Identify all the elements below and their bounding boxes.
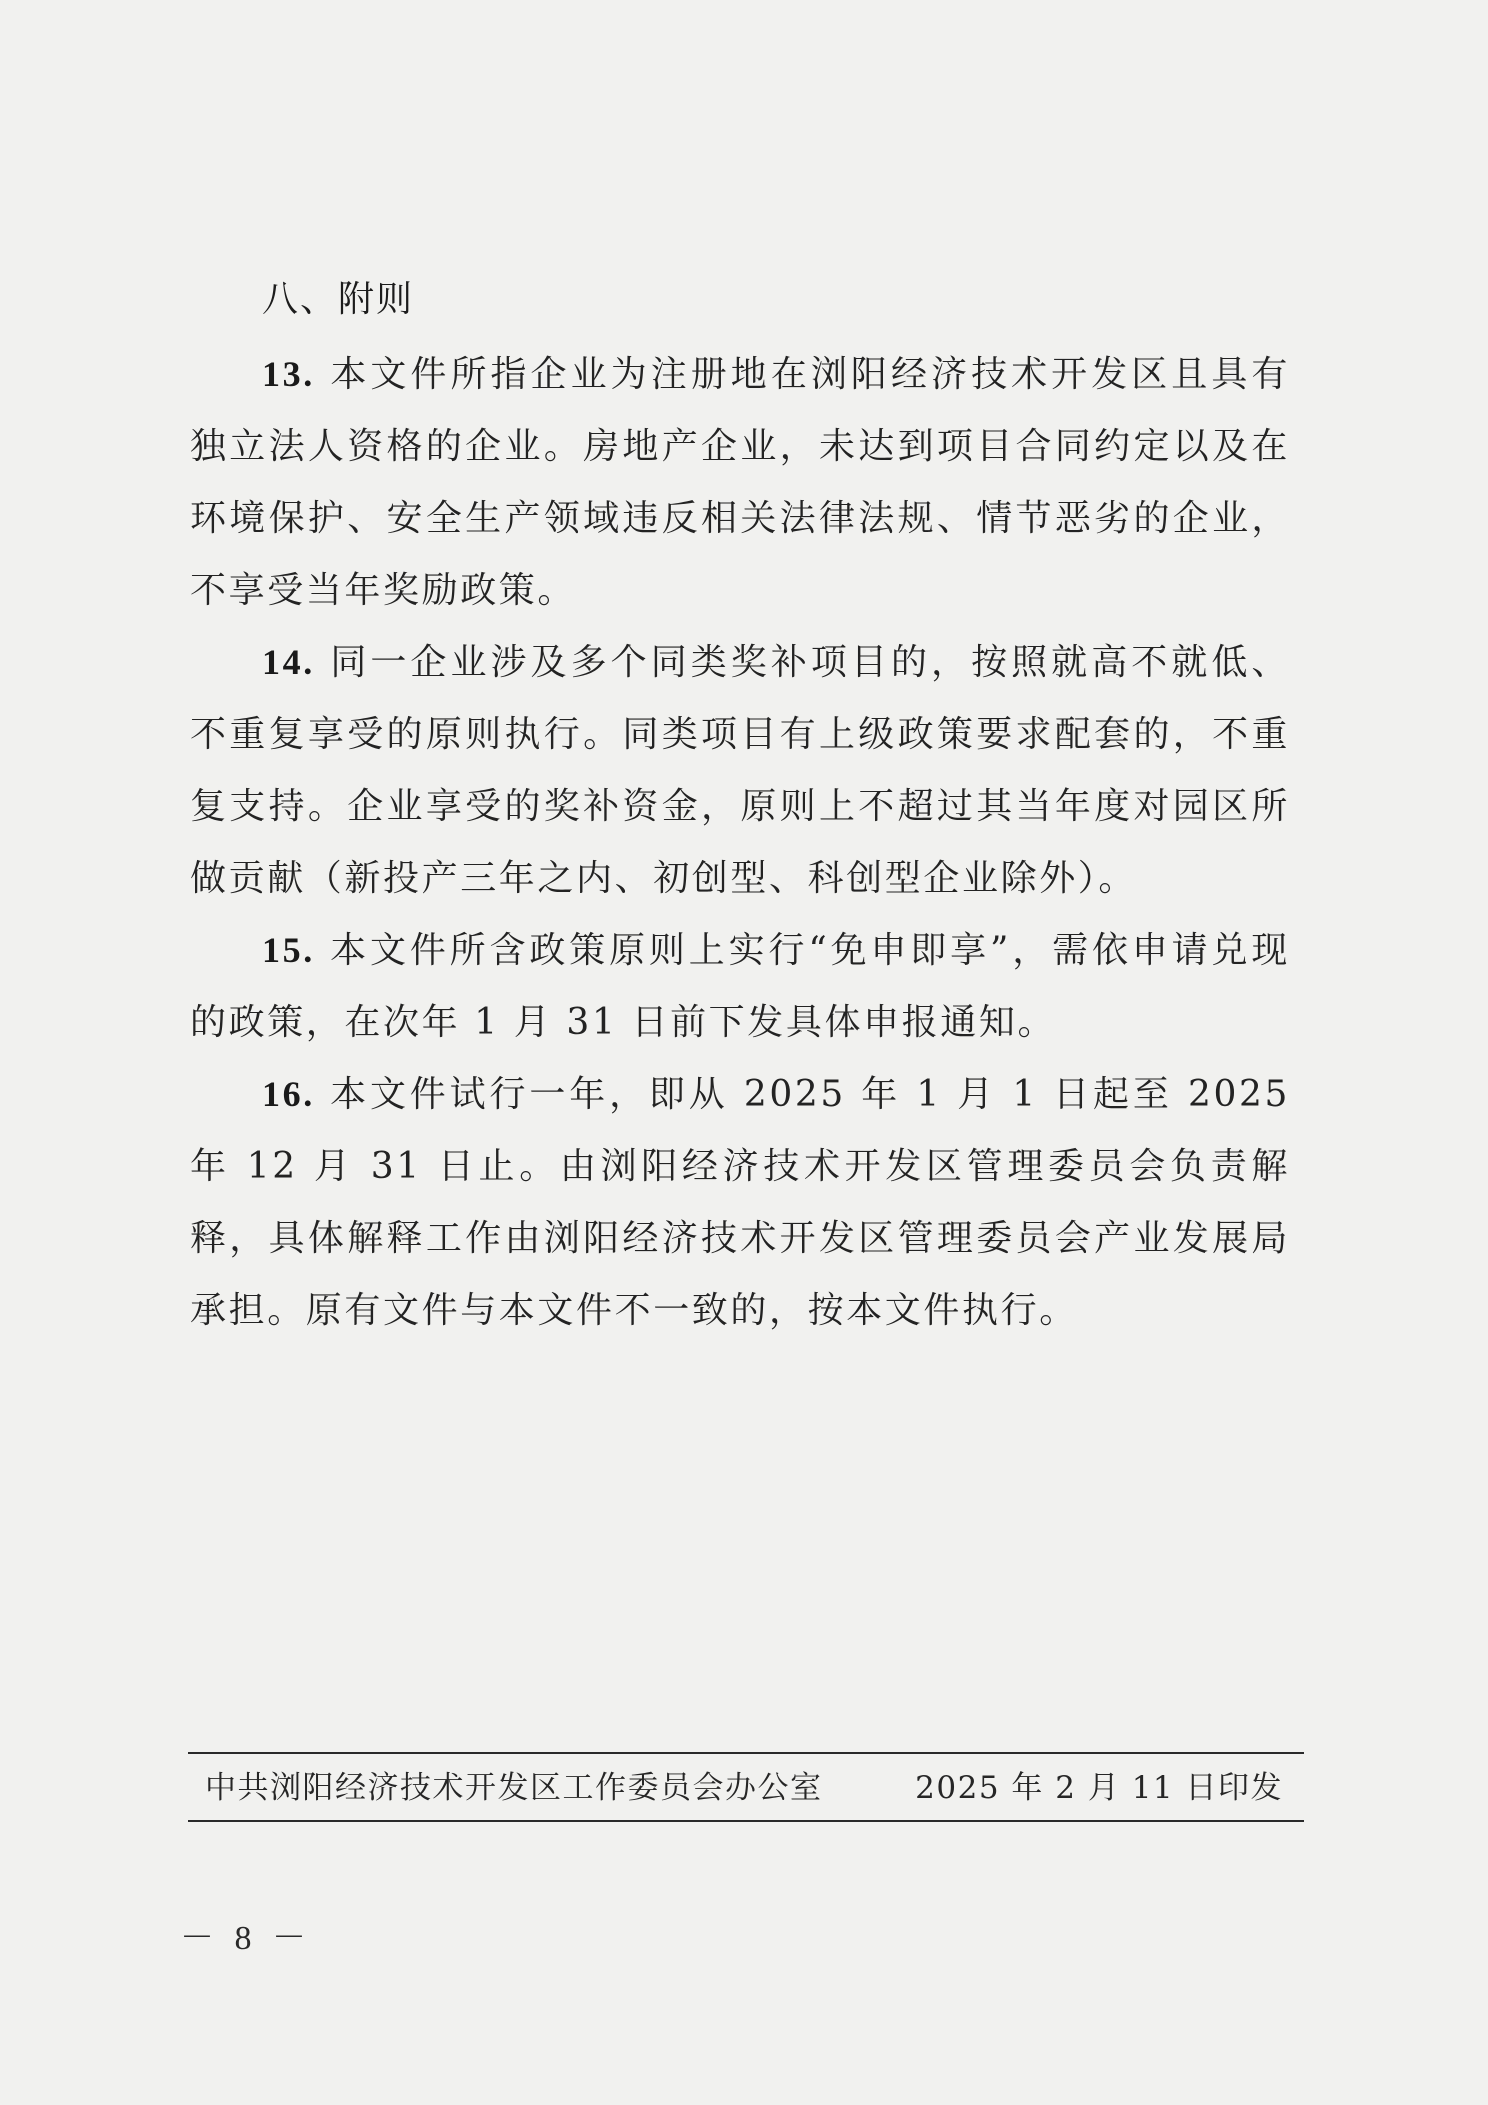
clause-number: 16. xyxy=(262,1074,315,1114)
clause-number: 14. xyxy=(262,642,315,682)
imprint-top-rule xyxy=(188,1752,1304,1754)
clause-text: 同一企业涉及多个同类奖补项目的，按照就高不就低、不重复享受的原则执行。同类项目有上级政策要求配套的，不重复支持。企业享受的奖补资金，原则上不超过其当年度对园区所做贡献（新投产三年之内、初创型、科创型企业除外）。 xyxy=(190,642,1290,899)
clause-number: 13. xyxy=(262,354,315,394)
clause-13 xyxy=(190,338,1290,627)
clause-14 xyxy=(190,626,1290,915)
clause-text: 本文件所含政策原则上实行“免申即享”，需依申请兑现的政策，在次年 1 月 31 日前下发具体申报通知。 xyxy=(190,930,1290,1043)
imprint-organization: 中共浏阳经济技术开发区工作委员会办公室 xyxy=(205,1770,823,1806)
imprint-bottom-rule xyxy=(188,1820,1304,1822)
clause-15 xyxy=(190,914,1290,1059)
clause-16 xyxy=(190,1058,1290,1347)
clause-text: 本文件试行一年，即从 2025 年 1 月 1 日起至 2025 年 12 月 31 日止。由浏阳经济技术开发区管理委员会负责解释，具体解释工作由浏阳经济技术开发区管理委员会产业发展局承担。原有文件与本文件不一致的，按本文件执行。 xyxy=(190,1074,1290,1331)
clause-text: 本文件所指企业为注册地在浏阳经济技术开发区且具有独立法人资格的企业。房地产企业，未达到项目合同约定以及在环境保护、安全生产领域违反相关法律法规、情节恶劣的企业，不享受当年奖励政策。 xyxy=(190,354,1290,611)
clause-number: 15. xyxy=(262,930,315,970)
page-number: － 8 － xyxy=(180,1920,312,1957)
section-heading: 八、附则 xyxy=(262,279,415,320)
imprint-date: 2025 年 2 月 11 日印发 xyxy=(915,1770,1283,1806)
